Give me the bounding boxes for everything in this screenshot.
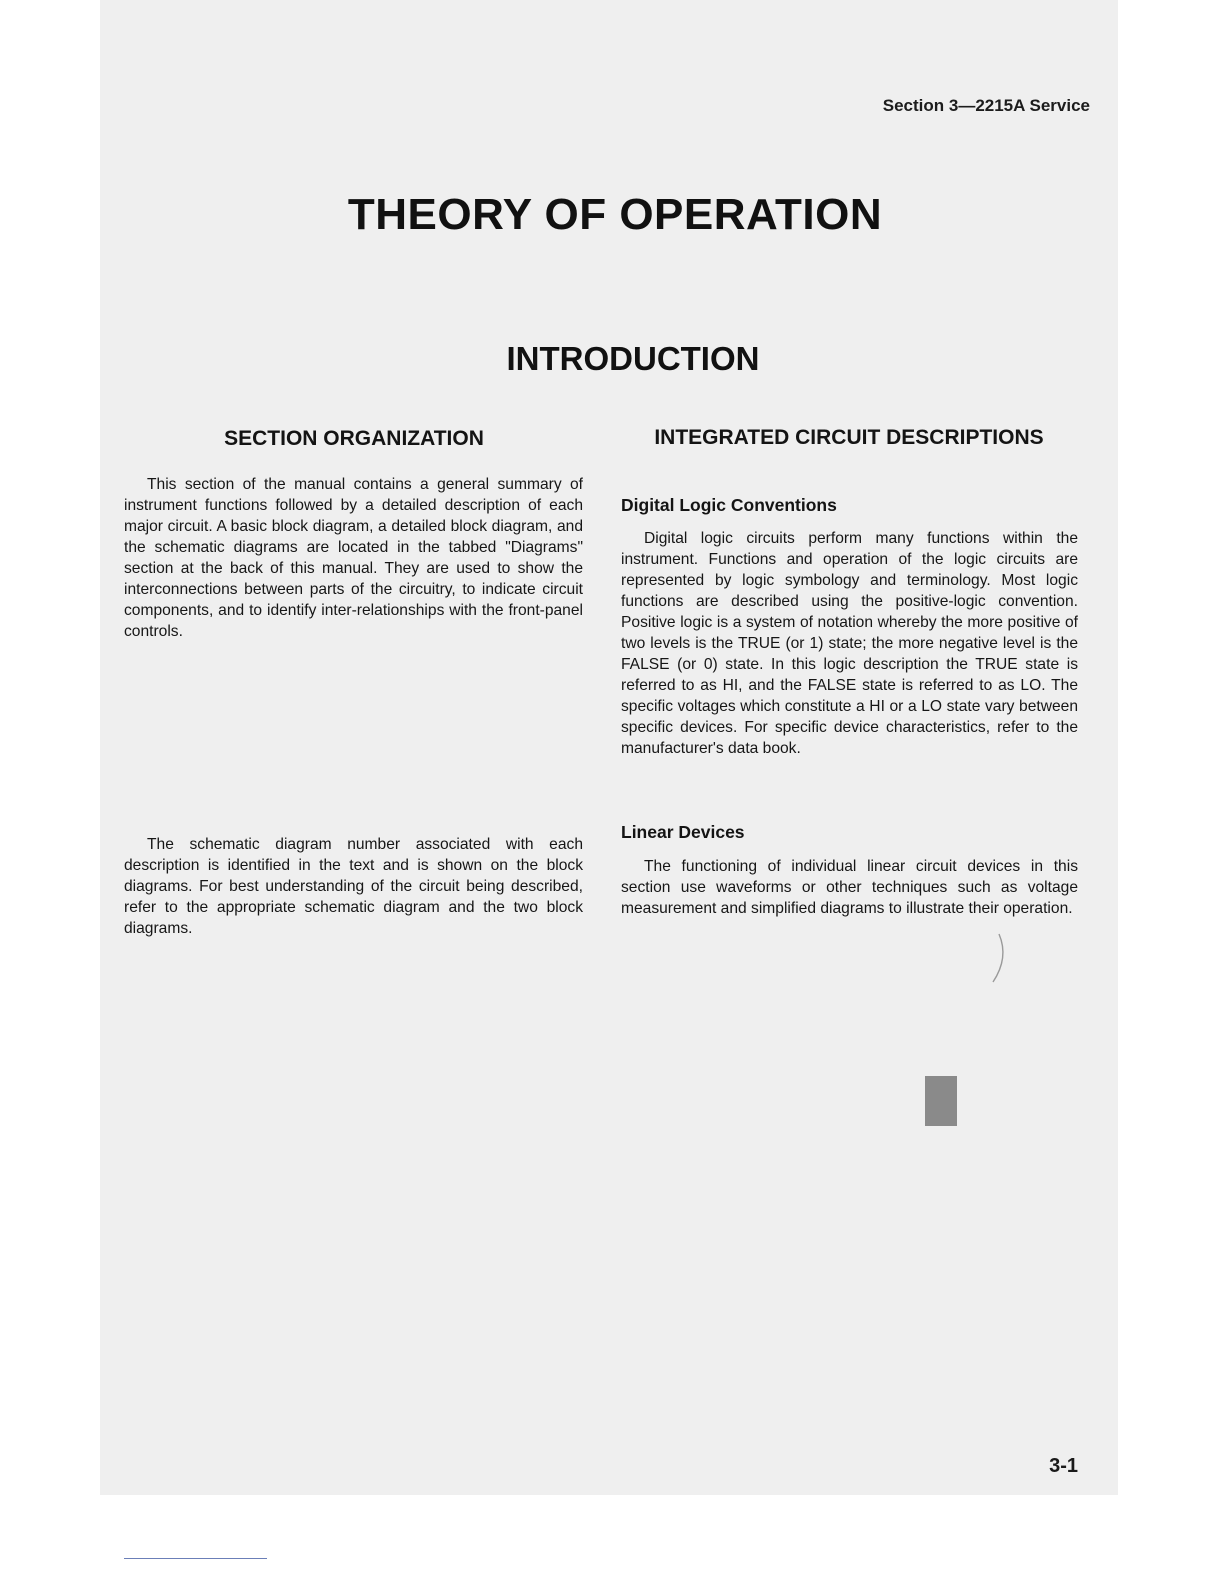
section-organization-heading: SECTION ORGANIZATION [224, 427, 484, 450]
ic-descriptions-heading: INTEGRATED CIRCUIT DESCRIPTIONS [654, 426, 1044, 449]
pencil-mark [975, 930, 1015, 990]
section-title: INTRODUCTION [506, 340, 760, 377]
section-organization-paragraph-1: This section of the manual contains a general summary of instrument functions followed by a detailed description of each major circuit. A basic block diagram, a detailed block diagram, and the schematic diagrams are located in the tabbed "Diagrams" section at the back of this manual. They are used to show the interconnections between parts of the circuitry, to indicate circuit components, and to identify inter-relationships with the front-panel controls. [124, 476, 583, 640]
digital-logic-paragraph: Digital logic circuits perform many functions within the instrument. Functions and operation of the logic circuits are represented by logic symbology and terminology. Most logic functions are described using the positive-logic convention. Positive logic is a system of notation whereby the more positive of two levels is the TRUE (or 1) state; the more negative level is the FALSE (or 0) state. In this logic description the TRUE state is referred to as HI, and the FALSE state is referred to as LO. The specific voltages which constitute a HI or a LO state vary between specific devices. For specific device characteristics, refer to the manufacturer's data book. [621, 530, 1078, 757]
digital-logic-subheading: Digital Logic Conventions [621, 495, 837, 515]
linear-devices-paragraph: The functioning of individual linear circuit devices in this section use waveforms or other techniques such as voltage measurement and simplified diagrams to illustrate their operation. [621, 858, 1078, 917]
footer-rule [124, 1558, 267, 1559]
section-organization-paragraph-2: The schematic diagram number associated with each description is identified in the text and is shown on the block diagrams. For best understanding of the circuit being described, refer to the appropriate schematic diagram and the two block diagrams. [124, 836, 583, 937]
running-head: Section 3—2215A Service [882, 96, 1090, 115]
linear-devices-subheading: Linear Devices [621, 822, 745, 842]
main-title: THEORY OF OPERATION [347, 190, 883, 239]
tab-marker [925, 1076, 957, 1126]
page-number: 3-1 [1049, 1455, 1078, 1477]
